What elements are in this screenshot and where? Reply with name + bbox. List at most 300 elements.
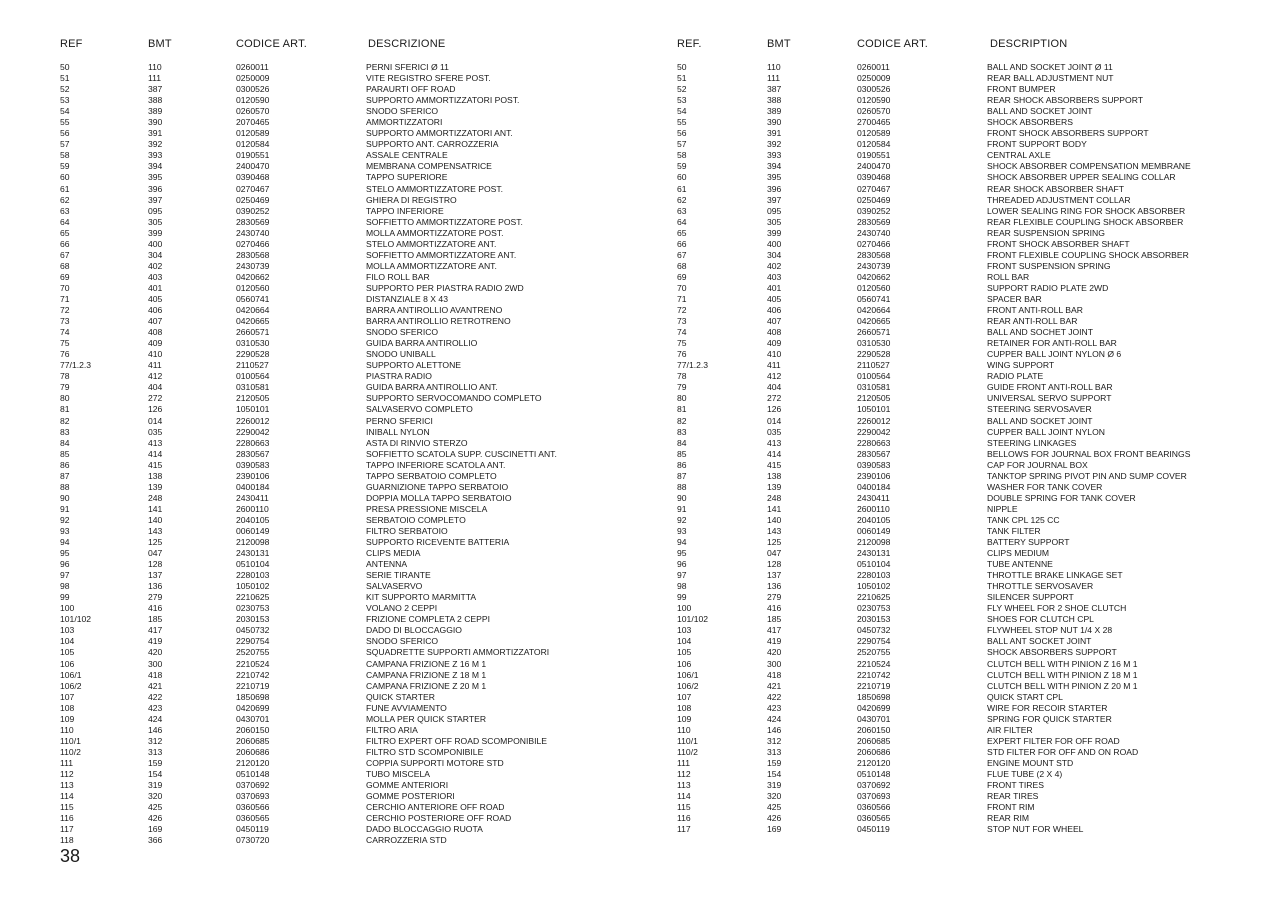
bmt-cell: 426	[767, 813, 782, 824]
ref-cell: 92	[60, 514, 70, 525]
desc-cell: STOP NUT FOR WHEEL	[987, 824, 1084, 835]
bmt-cell: 137	[767, 570, 782, 581]
desc-cell: MOLLA PER QUICK STARTER	[366, 713, 487, 724]
ref-cell: 115	[60, 802, 74, 813]
ref-cell: 88	[60, 481, 70, 492]
ref-cell: 90	[60, 492, 70, 503]
ref-cell: 78	[60, 371, 70, 382]
ref-cell: 72	[677, 305, 687, 316]
desc-cell: BALL AND SOCKET JOINT Ø 11	[987, 62, 1113, 72]
code-cell: 2520755	[236, 647, 270, 658]
desc-cell: CARROZZERIA STD	[366, 835, 447, 846]
bmt-cell: 125	[767, 537, 782, 548]
ref-cell: 110	[60, 724, 74, 735]
code-cell: 2400470	[857, 161, 891, 172]
code-cell: 2290754	[236, 636, 270, 647]
desc-cell: GOMME ANTERIORI	[366, 780, 449, 791]
desc-cell: WIRE FOR RECOIR STARTER	[987, 702, 1108, 713]
code-cell: 2430740	[857, 227, 891, 238]
ref-cell: 110/2	[677, 746, 698, 757]
bmt-cell: 412	[148, 371, 163, 382]
bmt-cell: 405	[767, 293, 782, 304]
code-cell: 2060686	[236, 746, 270, 757]
ref-cell: 80	[60, 393, 70, 404]
code-cell: 2030153	[857, 614, 891, 625]
desc-cell: FILO ROLL BAR	[366, 271, 430, 282]
desc-cell: REAR BALL ADJUSTMENT NUT	[987, 73, 1114, 84]
bmt-cell: 388	[767, 95, 782, 106]
code-cell: 0270466	[857, 238, 891, 249]
code-cell: 2060685	[236, 735, 270, 746]
desc-cell: FRONT FLEXIBLE COUPLING SHOCK ABSORBER	[987, 249, 1189, 260]
code-cell: 2260012	[236, 415, 270, 426]
bmt-cell: 304	[767, 249, 782, 260]
code-cell: 2210742	[857, 669, 891, 680]
ref-cell: 58	[60, 150, 70, 161]
bmt-cell: 304	[148, 249, 163, 260]
code-cell: 0420664	[236, 305, 270, 316]
code-cell: 0260011	[236, 62, 269, 72]
desc-cell: SHOES FOR CLUTCH CPL	[987, 614, 1094, 625]
code-cell: 2120098	[236, 537, 270, 548]
code-cell: 0370693	[857, 791, 891, 802]
desc-cell: FRONT BUMPER	[987, 84, 1056, 95]
bmt-cell: 014	[148, 415, 163, 426]
code-cell: 0420699	[857, 702, 891, 713]
ref-cell: 96	[60, 559, 70, 570]
ref-cell: 91	[677, 503, 687, 514]
code-cell: 2060686	[857, 746, 891, 757]
bmt-cell: 395	[148, 172, 163, 183]
bmt-cell: 154	[767, 769, 782, 779]
code-cell: 2700465	[857, 117, 891, 128]
code-cell: 2120120	[236, 757, 270, 768]
ref-cell: 64	[677, 216, 687, 227]
desc-cell: SHOCK ABSORBERS	[987, 117, 1073, 128]
bmt-cell: 154	[148, 769, 163, 779]
desc-cell: FRONT SUSPENSION SPRING	[987, 260, 1111, 271]
bmt-cell: 390	[148, 117, 163, 128]
code-cell: 2290042	[236, 426, 270, 437]
bmt-cell: 419	[148, 636, 163, 647]
code-cell: 2430411	[857, 492, 890, 503]
bmt-cell: 422	[148, 691, 163, 702]
ref-cell: 103	[677, 625, 692, 636]
desc-cell: PERNO SFERICI	[366, 415, 433, 426]
desc-cell: REAR FLEXIBLE COUPLING SHOCK ABSORBER	[987, 216, 1184, 227]
ref-cell: 106/1	[677, 669, 699, 680]
desc-cell: GHIERA DI REGISTRO	[366, 194, 457, 205]
code-cell: 0060149	[857, 525, 891, 536]
ref-cell: 110/1	[60, 735, 81, 746]
bmt-cell: 047	[148, 548, 163, 559]
code-cell: 0510104	[857, 559, 891, 570]
ref-cell: 59	[60, 161, 70, 172]
code-cell: 0100564	[857, 371, 891, 382]
ref-cell: 50	[60, 62, 70, 72]
ref-cell: 111	[60, 757, 74, 768]
ref-cell: 61	[60, 183, 70, 194]
desc-cell: CENTRAL AXLE	[987, 150, 1051, 161]
ref-cell: 98	[60, 581, 70, 592]
code-cell: 2280663	[236, 437, 270, 448]
ref-cell: 77/1.2.3	[677, 360, 709, 371]
code-cell: 0250009	[857, 73, 891, 84]
desc-cell: DOUBLE SPRING FOR TANK COVER	[987, 492, 1136, 503]
code-cell: 1050102	[857, 581, 891, 592]
code-cell: 0260011	[857, 62, 890, 72]
bmt-cell: 400	[767, 238, 782, 249]
desc-cell: ASTA DI RINVIO STERZO	[366, 437, 468, 448]
desc-cell: PRESA PRESSIONE MISCELA	[366, 503, 488, 514]
ref-cell: 51	[60, 73, 70, 84]
code-cell: 0100564	[236, 371, 270, 382]
code-cell: 2120505	[857, 393, 891, 404]
ref-cell: 78	[677, 371, 687, 382]
bmt-cell: 389	[148, 106, 163, 117]
desc-cell: COPPIA SUPPORTI MOTORE STD	[366, 757, 504, 768]
code-cell: 0510148	[857, 769, 891, 779]
bmt-cell: 387	[148, 84, 163, 95]
code-cell: 2290528	[857, 349, 891, 360]
code-cell: 2280103	[236, 570, 270, 581]
code-cell: 2120120	[857, 757, 891, 768]
code-cell: 0400184	[236, 481, 270, 492]
bmt-cell: 095	[148, 205, 163, 216]
desc-cell: SERIE TIRANTE	[366, 570, 431, 581]
bmt-cell: 409	[148, 338, 163, 349]
code-cell: 1050101	[857, 404, 891, 415]
code-cell: 0250469	[236, 194, 270, 205]
bmt-cell: 279	[148, 592, 163, 603]
ref-cell: 97	[60, 570, 70, 581]
ref-cell: 76	[677, 349, 687, 360]
bmt-cell: 396	[148, 183, 163, 194]
header-code: CODICE ART.	[236, 38, 308, 50]
ref-cell: 82	[60, 415, 70, 426]
ref-cell: 94	[677, 537, 687, 548]
ref-cell: 76	[60, 349, 70, 360]
bmt-cell: 425	[767, 802, 782, 813]
desc-cell: GUIDA BARRA ANTIROLLIO	[366, 338, 478, 349]
bmt-cell: 426	[148, 813, 163, 824]
code-cell: 2400470	[236, 161, 270, 172]
desc-cell: AIR FILTER	[987, 724, 1033, 735]
ref-cell: 55	[60, 117, 70, 128]
ref-cell: 81	[677, 404, 687, 415]
ref-cell: 64	[60, 216, 70, 227]
bmt-cell: 110	[767, 62, 781, 72]
bmt-cell: 110	[148, 62, 162, 72]
desc-cell: BARRA ANTIROLLIO AVANTRENO	[366, 305, 503, 316]
bmt-cell: 392	[767, 139, 782, 150]
ref-cell: 86	[60, 459, 70, 470]
ref-cell: 71	[677, 293, 687, 304]
header-ref: REF	[60, 38, 83, 50]
code-cell: 1050101	[236, 404, 270, 415]
code-cell: 0300526	[236, 84, 270, 95]
bmt-cell: 138	[148, 470, 163, 481]
code-cell: 0420662	[236, 271, 270, 282]
desc-cell: BALL AND SOCKET JOINT	[987, 415, 1093, 426]
code-cell: 2030153	[236, 614, 270, 625]
desc-cell: FRONT SHOCK ABSORBERS SUPPORT	[987, 128, 1149, 139]
desc-cell: SUPPORTO PER PIASTRA RADIO 2WD	[366, 282, 524, 293]
code-cell: 0060149	[236, 525, 270, 536]
ref-cell: 52	[60, 84, 70, 95]
code-cell: 0510148	[236, 769, 270, 779]
ref-cell: 113	[677, 780, 691, 791]
code-cell: 2290042	[857, 426, 891, 437]
desc-cell: FRONT ANTI-ROLL BAR	[987, 305, 1083, 316]
desc-cell: STEERING LINKAGES	[987, 437, 1077, 448]
ref-cell: 96	[677, 559, 687, 570]
ref-cell: 53	[60, 95, 70, 106]
bmt-cell: 141	[148, 503, 163, 514]
bmt-cell: 389	[767, 106, 782, 117]
bmt-cell: 393	[148, 150, 163, 161]
ref-cell: 75	[60, 338, 70, 349]
code-cell: 2830567	[236, 448, 270, 459]
desc-cell: REAR TIRES	[987, 791, 1039, 802]
ref-cell: 56	[60, 128, 70, 139]
desc-cell: SUPPORTO SERVOCOMANDO COMPLETO	[366, 393, 542, 404]
bmt-cell: 320	[767, 791, 782, 802]
header-bmt: BMT	[767, 38, 791, 50]
bmt-cell: 313	[148, 746, 163, 757]
code-cell: 2290754	[857, 636, 891, 647]
ref-cell: 60	[677, 172, 687, 183]
bmt-cell: 413	[148, 437, 163, 448]
bmt-cell: 404	[148, 382, 163, 393]
ref-cell: 66	[677, 238, 687, 249]
desc-cell: FRIZIONE COMPLETA 2 CEPPI	[366, 614, 490, 625]
bmt-cell: 169	[148, 824, 163, 835]
ref-cell: 103	[60, 625, 75, 636]
ref-cell: 92	[677, 514, 687, 525]
desc-cell: SUPPORTO ANT. CARROZZERIA	[366, 139, 499, 150]
bmt-cell: 420	[767, 647, 782, 658]
desc-cell: BALL AND SOCKET JOINT	[987, 106, 1093, 117]
code-cell: 0250009	[236, 73, 270, 84]
code-cell: 2600110	[236, 503, 269, 514]
desc-cell: LOWER SEALING RING FOR SHOCK ABSORBER	[987, 205, 1186, 216]
desc-cell: TANK FILTER	[987, 525, 1041, 536]
ref-cell: 79	[677, 382, 687, 393]
desc-cell: SHOCK ABSORBERS SUPPORT	[987, 647, 1117, 658]
code-cell: 0430701	[236, 713, 270, 724]
bmt-cell: 169	[767, 824, 782, 835]
code-cell: 0270466	[236, 238, 270, 249]
ref-cell: 109	[60, 713, 75, 724]
desc-cell: GUIDA BARRA ANTIROLLIO ANT.	[366, 382, 498, 393]
bmt-cell: 402	[767, 260, 782, 271]
desc-cell: REAR SHOCK ABSORBER SHAFT	[987, 183, 1125, 194]
code-cell: 0370692	[857, 780, 891, 791]
desc-cell: TAPPO INFERIORE	[366, 205, 444, 216]
code-cell: 2210719	[857, 680, 891, 691]
bmt-cell: 014	[767, 415, 782, 426]
ref-cell: 79	[60, 382, 70, 393]
desc-cell: CLIPS MEDIUM	[987, 548, 1050, 559]
desc-cell: STEERING SERVOSAVER	[987, 404, 1092, 415]
desc-cell: KIT SUPPORTO MARMITTA	[366, 592, 477, 603]
code-cell: 0260570	[236, 106, 270, 117]
bmt-cell: 413	[767, 437, 782, 448]
bmt-cell: 312	[767, 735, 782, 746]
desc-cell: DADO DI BLOCCAGGIO	[366, 625, 462, 636]
ref-cell: 106	[60, 658, 75, 669]
desc-cell: REAR ANTI-ROLL BAR	[987, 316, 1078, 327]
desc-cell: CLUTCH BELL WITH PINION Z 16 M 1	[987, 658, 1138, 669]
desc-cell: FLYWHEEL STOP NUT 1/4 X 28	[987, 625, 1113, 636]
desc-cell: THREADED ADJUSTMENT COLLAR	[987, 194, 1131, 205]
code-cell: 2290528	[236, 349, 270, 360]
code-cell: 2040105	[236, 514, 270, 525]
ref-cell: 108	[677, 702, 692, 713]
ref-cell: 86	[677, 459, 687, 470]
bmt-cell: 139	[767, 481, 782, 492]
bmt-cell: 411	[148, 360, 162, 371]
ref-cell: 93	[60, 525, 70, 536]
ref-cell: 83	[677, 426, 687, 437]
desc-cell: THROTTLE SERVOSAVER	[987, 581, 1094, 592]
ref-cell: 104	[60, 636, 75, 647]
code-cell: 0390252	[236, 205, 270, 216]
code-cell: 0420665	[857, 316, 891, 327]
bmt-cell: 248	[148, 492, 163, 503]
desc-cell: CLUTCH BELL WITH PINION Z 18 M 1	[987, 669, 1138, 680]
header-desc: DESCRIPTION	[990, 38, 1068, 50]
ref-cell: 53	[677, 95, 687, 106]
ref-cell: 110/1	[677, 735, 698, 746]
ref-cell: 62	[677, 194, 687, 205]
code-cell: 2280663	[857, 437, 891, 448]
code-cell: 0390468	[857, 172, 891, 183]
desc-cell: FILTRO STD SCOMPONIBILE	[366, 746, 484, 757]
code-cell: 2830568	[857, 249, 891, 260]
ref-cell: 72	[60, 305, 70, 316]
ref-cell: 95	[677, 548, 687, 559]
bmt-cell: 138	[767, 470, 782, 481]
desc-cell: GUIDE FRONT ANTI-ROLL BAR	[987, 382, 1113, 393]
code-cell: 0120560	[236, 282, 270, 293]
bmt-cell: 421	[148, 680, 163, 691]
desc-cell: SPRING FOR QUICK STARTER	[987, 713, 1112, 724]
bmt-cell: 406	[767, 305, 782, 316]
code-cell: 2430739	[857, 260, 891, 271]
ref-cell: 58	[677, 150, 687, 161]
ref-cell: 74	[677, 327, 687, 338]
bmt-cell: 159	[767, 757, 782, 768]
desc-cell: RETAINER FOR ANTI-ROLL BAR	[987, 338, 1117, 349]
bmt-cell: 111	[148, 73, 162, 84]
ref-cell: 60	[60, 172, 70, 183]
code-cell: 2430739	[236, 260, 270, 271]
desc-cell: SNODO SFERICO	[366, 636, 439, 647]
ref-cell: 118	[60, 835, 74, 846]
code-cell: 2830569	[857, 216, 891, 227]
desc-cell: FILTRO ARIA	[366, 724, 418, 735]
code-cell: 2110527	[236, 360, 269, 371]
bmt-cell: 403	[148, 271, 163, 282]
ref-cell: 87	[677, 470, 687, 481]
code-cell: 0420699	[236, 702, 270, 713]
desc-cell: SNODO SFERICO	[366, 106, 439, 117]
desc-cell: THROTTLE BRAKE LINKAGE SET	[987, 570, 1123, 581]
ref-cell: 59	[677, 161, 687, 172]
desc-cell: FILTRO SERBATOIO	[366, 525, 448, 536]
ref-cell: 105	[60, 647, 75, 658]
ref-cell: 99	[677, 592, 687, 603]
code-cell: 1050102	[236, 581, 270, 592]
bmt-cell: 425	[148, 802, 163, 813]
code-cell: 0190551	[857, 150, 891, 161]
bmt-cell: 396	[767, 183, 782, 194]
ref-cell: 112	[677, 769, 691, 779]
bmt-cell: 397	[148, 194, 163, 205]
bmt-cell: 410	[148, 349, 163, 360]
desc-cell: STD FILTER FOR OFF AND ON ROAD	[987, 746, 1139, 757]
ref-cell: 107	[677, 691, 692, 702]
bmt-cell: 143	[767, 525, 782, 536]
code-cell: 2120505	[236, 393, 270, 404]
ref-cell: 106	[677, 658, 692, 669]
bmt-cell: 401	[148, 282, 163, 293]
bmt-cell: 417	[148, 625, 163, 636]
ref-cell: 70	[60, 282, 70, 293]
bmt-cell: 139	[148, 481, 163, 492]
code-cell: 0560741	[236, 293, 270, 304]
bmt-cell: 125	[148, 537, 163, 548]
bmt-cell: 128	[767, 559, 782, 570]
bmt-cell: 417	[767, 625, 782, 636]
desc-cell: CUPPER BALL JOINT NYLON Ø 6	[987, 349, 1122, 360]
desc-cell: SNODO UNIBALL	[366, 349, 436, 360]
bmt-cell: 418	[767, 669, 782, 680]
desc-cell: BELLOWS FOR JOURNAL BOX FRONT BEARINGS	[987, 448, 1191, 459]
code-cell: 0430701	[857, 713, 891, 724]
code-cell: 0400184	[857, 481, 891, 492]
ref-cell: 68	[60, 260, 70, 271]
bmt-cell: 408	[148, 327, 163, 338]
desc-cell: SOFFIETTO SCATOLA SUPP. CUSCINETTI ANT.	[366, 448, 557, 459]
bmt-cell: 320	[148, 791, 163, 802]
bmt-cell: 391	[148, 128, 163, 139]
bmt-cell: 366	[148, 835, 163, 846]
code-cell: 2280103	[857, 570, 891, 581]
bmt-cell: 391	[767, 128, 782, 139]
desc-cell: TAPPO SUPERIORE	[366, 172, 448, 183]
bmt-cell: 390	[767, 117, 782, 128]
bmt-cell: 312	[148, 735, 163, 746]
bmt-cell: 095	[767, 205, 782, 216]
desc-cell: SQUADRETTE SUPPORTI AMMORTIZZATORI	[366, 647, 550, 658]
desc-cell: SUPPORTO RICEVENTE BATTERIA	[366, 537, 510, 548]
bmt-cell: 035	[767, 426, 782, 437]
bmt-cell: 136	[767, 581, 782, 592]
desc-cell: TAPPO SERBATOIO COMPLETO	[366, 470, 497, 481]
desc-cell: FILTRO EXPERT OFF ROAD SCOMPONIBILE	[366, 735, 547, 746]
ref-cell: 67	[677, 249, 687, 260]
desc-cell: STELO AMMORTIZZATORE ANT.	[366, 238, 497, 249]
header-desc: DESCRIZIONE	[368, 38, 446, 50]
ref-cell: 106/1	[60, 669, 82, 680]
bmt-cell: 387	[767, 84, 782, 95]
bmt-cell: 419	[767, 636, 782, 647]
ref-cell: 73	[60, 316, 70, 327]
code-cell: 0300526	[857, 84, 891, 95]
